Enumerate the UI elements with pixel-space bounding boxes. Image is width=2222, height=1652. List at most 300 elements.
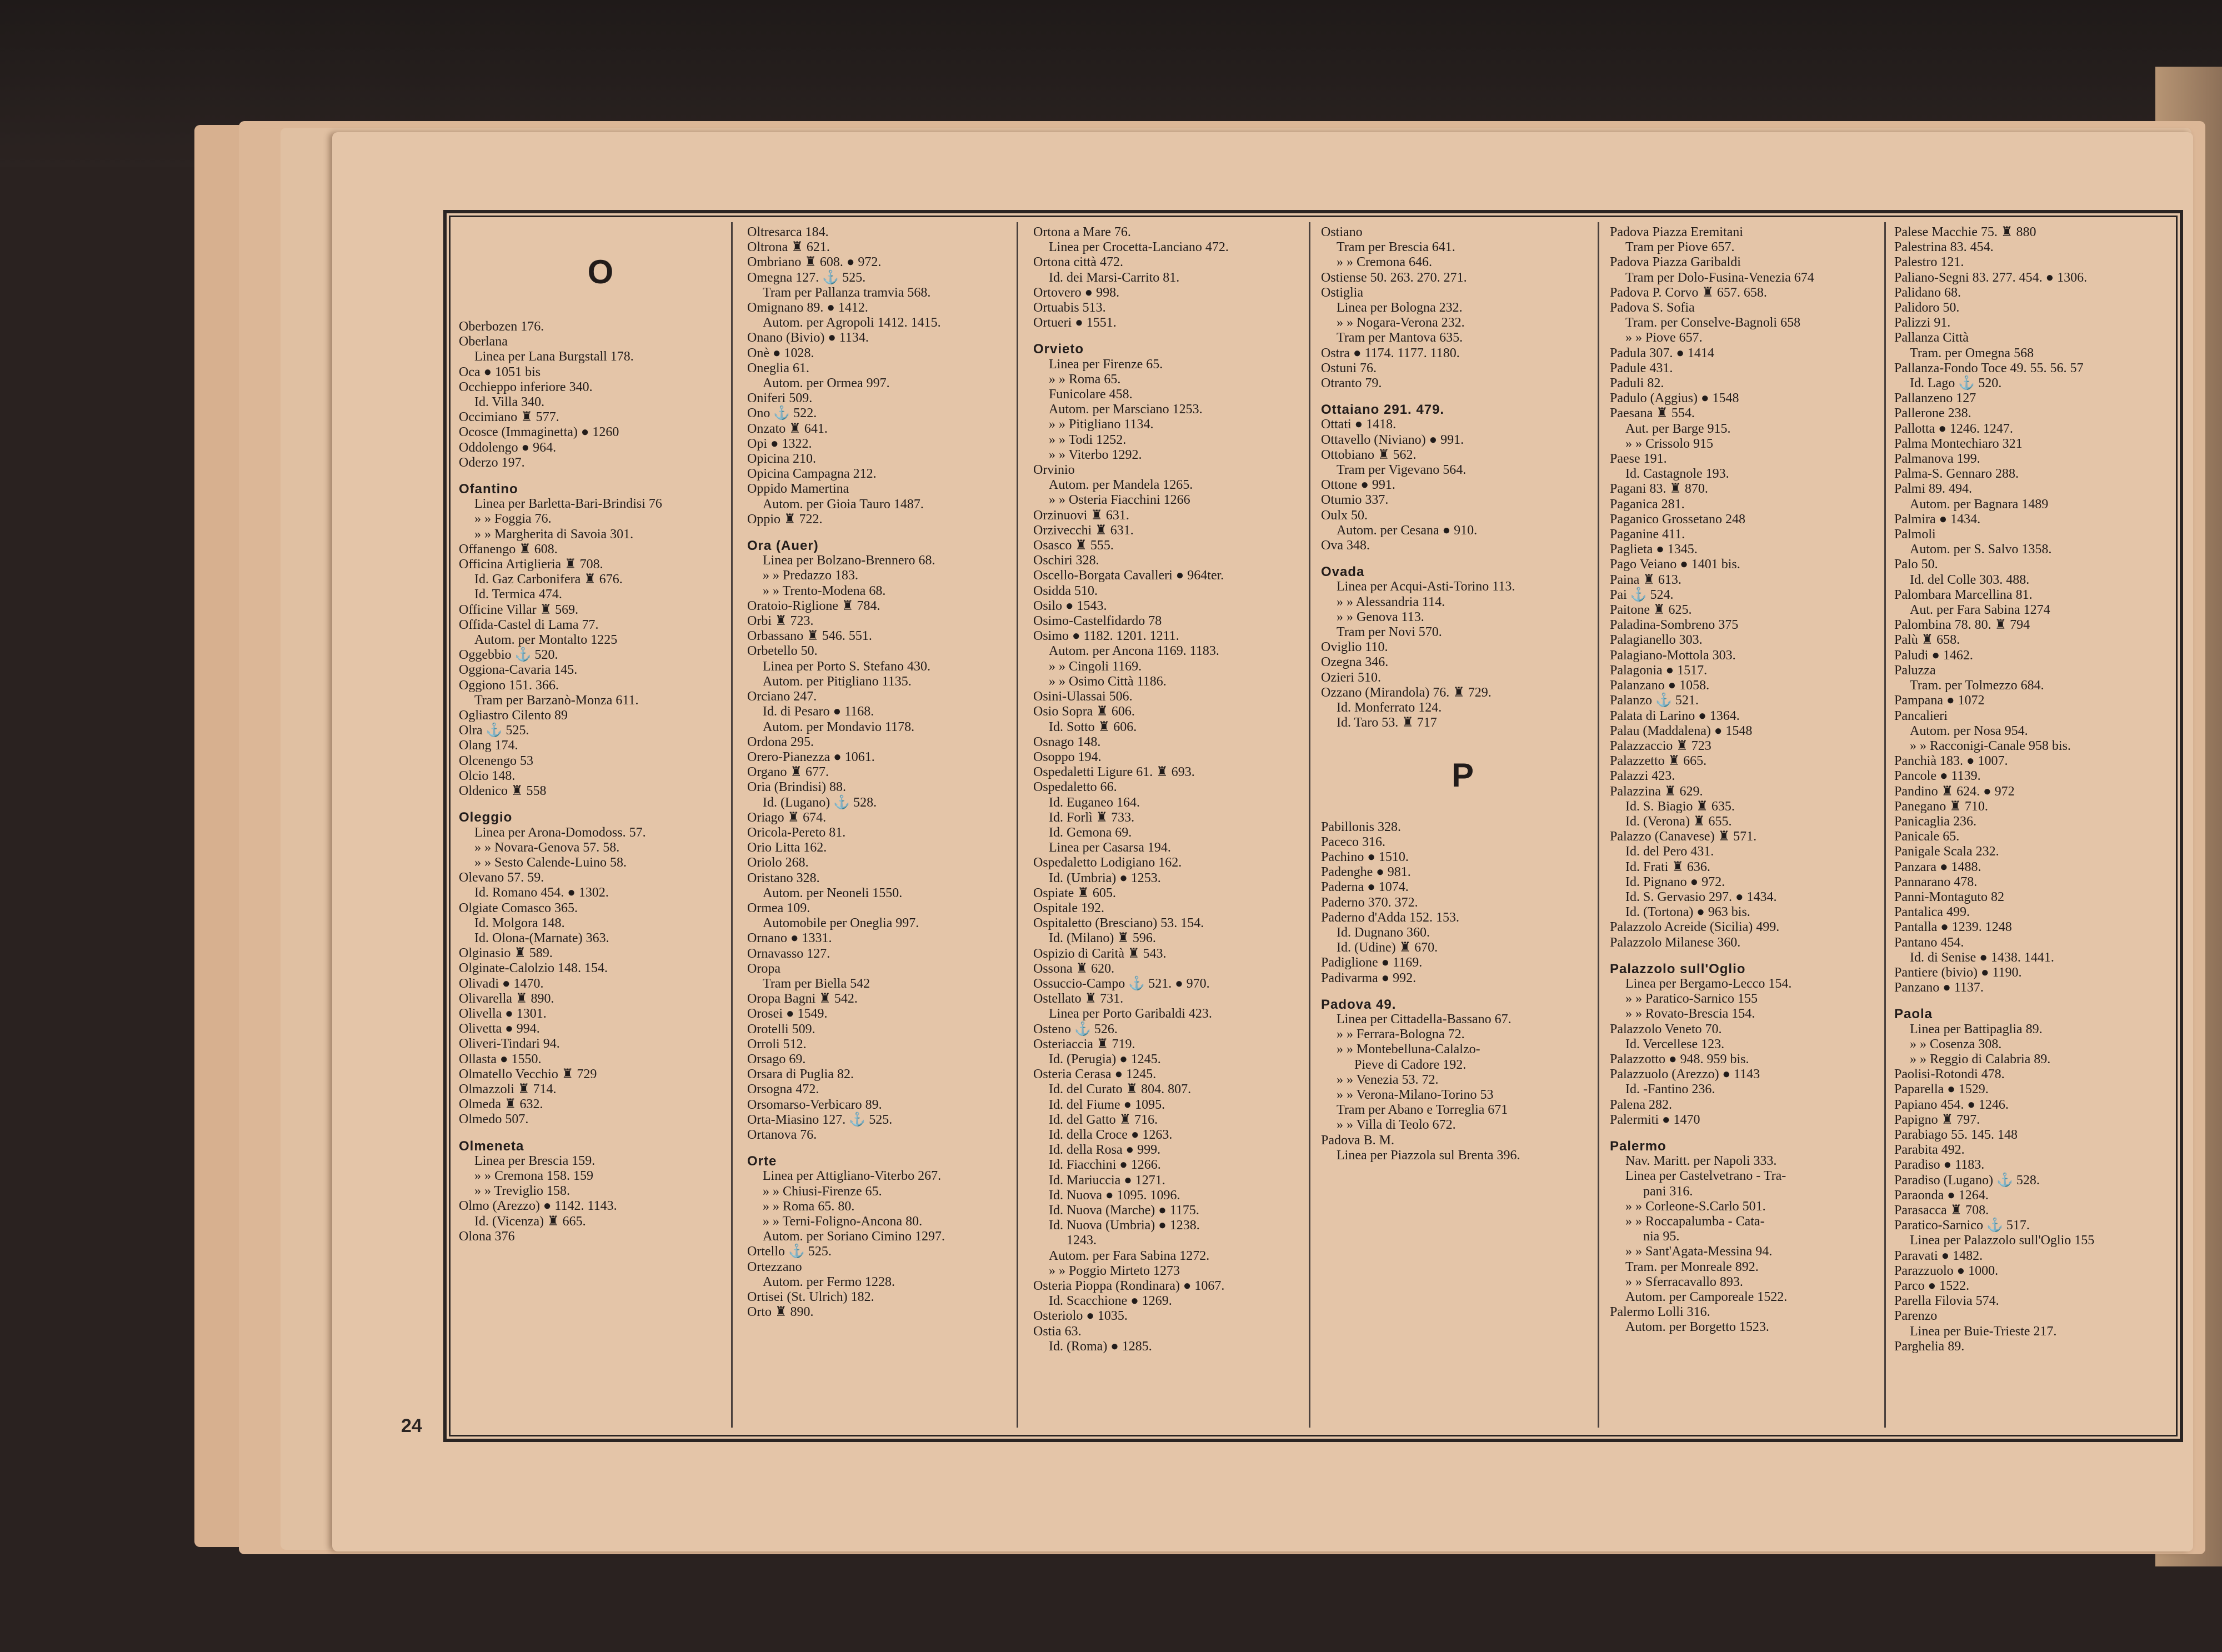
- index-entry: Orsomarso-Verbicaro 89.: [747, 1097, 882, 1112]
- index-entry: Palestro 121.: [1894, 255, 1964, 270]
- index-column-5: [1610, 225, 1893, 1428]
- index-entry: Paravati ● 1482.: [1894, 1248, 1983, 1263]
- index-subentry: Id. (Milano) ♜ 596.: [1049, 931, 1156, 946]
- index-entry: Pantalla ● 1239. 1248: [1894, 920, 2012, 935]
- index-subentry: Linea per Arona-Domodoss. 57.: [474, 825, 646, 840]
- index-entry: Parabita 492.: [1894, 1143, 1965, 1158]
- index-subentry: Id. del Fiume ● 1095.: [1049, 1097, 1165, 1112]
- index-subentry: » » Predazzo 183.: [763, 568, 858, 583]
- index-entry: Padule 431.: [1610, 361, 1673, 376]
- index-subentry: Autom. per Bagnara 1489: [1910, 497, 2049, 512]
- index-entry: Oulx 50.: [1321, 508, 1368, 523]
- index-entry: Paliano-Segni 83. 277. 454. ● 1306.: [1894, 270, 2088, 285]
- index-entry: Ozieri 510.: [1321, 670, 1381, 685]
- index-entry: Osini-Ulassai 506.: [1033, 689, 1133, 704]
- index-subentry: Linea per Cittadella-Bassano 67.: [1337, 1012, 1512, 1027]
- index-entry: Ozzano (Mirandola) 76. ♜ 729.: [1321, 685, 1492, 700]
- index-entry: Olginasio ♜ 589.: [459, 946, 553, 961]
- index-subentry: Id. Frati ♜ 636.: [1625, 859, 1710, 874]
- index-entry: Pantano 454.: [1894, 935, 1964, 950]
- index-entry: Osilo ● 1543.: [1033, 598, 1107, 613]
- index-subentry: Tram per Abano e Torreglia 671: [1337, 1103, 1508, 1118]
- index-entry: Oca ● 1051 bis: [459, 364, 541, 379]
- index-entry: Pallerone 238.: [1894, 406, 1971, 421]
- spacer: [1321, 986, 1604, 997]
- index-subentry: » » Terni-Foligno-Ancona 80.: [763, 1214, 923, 1229]
- index-entry: Palmira ● 1434.: [1894, 512, 1981, 527]
- index-entry: Ospedaletto Lodigiano 162.: [1033, 855, 1182, 870]
- index-subentry: » » Racconigi-Canale 958 bis.: [1910, 738, 2071, 753]
- index-subentry: Linea per Casarsa 194.: [1049, 840, 1171, 855]
- index-subentry: Id. (Lugano) ⚓ 528.: [763, 795, 877, 810]
- index-entry: Parenzo: [1894, 1309, 1938, 1324]
- index-subentry: Id. della Croce ● 1263.: [1049, 1127, 1173, 1142]
- index-subentry: Id. -Fantino 236.: [1625, 1082, 1715, 1097]
- index-subentry: Linea per Buie-Trieste 217.: [1910, 1324, 2057, 1339]
- index-subentry: » » Genova 113.: [1337, 609, 1424, 624]
- index-entry: Pallotta ● 1246. 1247.: [1894, 421, 2013, 436]
- index-subentry: » » Cremona 646.: [1337, 255, 1432, 270]
- index-subentry: Autom. per Cesana ● 910.: [1337, 523, 1478, 538]
- index-subentry: » » Margherita di Savoia 301.: [474, 527, 634, 542]
- index-subentry: Id. Scacchione ● 1269.: [1049, 1294, 1172, 1309]
- index-entry: Ospitaletto (Bresciano) 53. 154.: [1033, 916, 1204, 931]
- index-entry: Palma Montechiaro 321: [1894, 436, 2023, 451]
- index-subentry: » » Cingoli 1169.: [1049, 659, 1142, 674]
- index-entry: Panzara ● 1488.: [1894, 859, 1981, 874]
- index-subentry: Tram. per Tolmezzo 684.: [1910, 678, 2044, 693]
- index-entry: Olgiate Comasco 365.: [459, 900, 578, 915]
- index-subentry: Autom. per Ancona 1169. 1183.: [1049, 644, 1219, 659]
- index-subentry: » » Venezia 53. 72.: [1337, 1072, 1439, 1087]
- index-subentry: Linea per Palazzolo sull'Oglio 155: [1910, 1233, 2095, 1248]
- index-entry: Ospizio di Carità ♜ 543.: [1033, 946, 1167, 961]
- index-entry: Panzano ● 1137.: [1894, 980, 1984, 995]
- index-entry: Ottone ● 991.: [1321, 478, 1395, 493]
- index-heading: Paola: [1894, 1007, 1933, 1022]
- index-entry: Ostiglia: [1321, 285, 1363, 300]
- index-column-1: [459, 225, 742, 1428]
- index-subentry: Tram per Barzanò-Monza 611.: [474, 693, 639, 708]
- index-entry: Oderzo 197.: [459, 455, 525, 470]
- index-entry: Olevano 57. 59.: [459, 870, 544, 885]
- index-entry: Padivarma ● 992.: [1321, 970, 1417, 985]
- index-heading: Orvieto: [1033, 342, 1084, 357]
- index-entry: Pantiere (bivio) ● 1190.: [1894, 965, 2022, 980]
- index-entry: Paceco 316.: [1321, 834, 1385, 849]
- spacer: [459, 1128, 742, 1139]
- index-entry: Ova 348.: [1321, 538, 1370, 553]
- index-entry: Olivadi ● 1470.: [459, 976, 544, 991]
- index-subentry: Tram per Piove 657.: [1625, 240, 1735, 255]
- index-entry: Palata di Larino ● 1364.: [1610, 708, 1740, 723]
- index-entry: Parella Filovia 574.: [1894, 1294, 1999, 1309]
- index-entry: Offida-Castel di Lama 77.: [459, 617, 599, 632]
- index-subentry: Autom. per Pitigliano 1135.: [763, 674, 912, 689]
- index-subentry: Id. Pignano ● 972.: [1625, 874, 1725, 889]
- index-subentry: Id. del Gatto ♜ 716.: [1049, 1112, 1158, 1127]
- index-subentry: Autom. per Soriano Cimino 1297.: [763, 1229, 945, 1244]
- index-entry: Palazzolo Acreide (Sicilia) 499.: [1610, 920, 1780, 935]
- index-entry: Olmazzoli ♜ 714.: [459, 1082, 557, 1097]
- index-entry: Orosei ● 1549.: [747, 1007, 828, 1022]
- index-subentry: Id. del Pero 431.: [1625, 844, 1714, 859]
- index-subentry: » » Paratico-Sarnico 155: [1625, 992, 1758, 1007]
- index-subentry: Id. (Perugia) ● 1245.: [1049, 1052, 1161, 1067]
- page-number: 24: [401, 1415, 422, 1436]
- index-entry: Opicina 210.: [747, 452, 816, 467]
- index-entry: Ospiate ♜ 605.: [1033, 885, 1116, 900]
- index-subentry: Id. Nuova ● 1095. 1096.: [1049, 1188, 1180, 1203]
- index-heading: Ottaiano 291. 479.: [1321, 402, 1445, 418]
- index-entry: Pampana ● 1072: [1894, 693, 1985, 708]
- index-entry: Parazzuolo ● 1000.: [1894, 1263, 1999, 1278]
- index-subentry: » » Chiusi-Firenze 65.: [763, 1184, 882, 1199]
- index-entry: Palazzotto ● 948. 959 bis.: [1610, 1052, 1749, 1067]
- index-entry: Omignano 89. ● 1412.: [747, 301, 868, 316]
- index-entry: Ortueri ● 1551.: [1033, 316, 1117, 331]
- index-subentry: » » Reggio di Calabria 89.: [1910, 1052, 2051, 1067]
- index-subentry: Autom. per Camporeale 1522.: [1625, 1290, 1788, 1305]
- index-entry: Palanzo ⚓ 521.: [1610, 693, 1699, 708]
- index-entry: Palau (Maddalena) ● 1548: [1610, 723, 1753, 738]
- index-entry: Ospedaletti Ligure 61. ♜ 693.: [1033, 765, 1195, 780]
- index-subentry: Linea per Acqui-Asti-Torino 113.: [1337, 579, 1515, 594]
- spacer: [459, 470, 742, 482]
- index-entry: Paganica 281.: [1610, 497, 1685, 512]
- section-letter: O: [587, 253, 614, 291]
- index-entry: Orio Litta 162.: [747, 840, 827, 855]
- index-subentry: » » Corleone-S.Carlo 501.: [1625, 1199, 1766, 1214]
- index-entry: Palazzolo Milanese 360.: [1610, 935, 1741, 950]
- index-entry: Pagani 83. ♜ 870.: [1610, 482, 1708, 497]
- index-entry: Ombriano ♜ 608. ● 972.: [747, 255, 882, 270]
- index-entry: Palmoli: [1894, 527, 1936, 542]
- index-entry: Palizzi 91.: [1894, 316, 1951, 331]
- index-entry: Paolisi-Rotondi 478.: [1894, 1067, 2005, 1082]
- index-entry: Onano (Bivio) ● 1134.: [747, 331, 869, 346]
- index-subentry: Tram per Mantova 635.: [1337, 331, 1463, 346]
- index-entry: Papigno ♜ 797.: [1894, 1112, 1980, 1127]
- index-entry: Oratoio-Riglione ♜ 784.: [747, 598, 880, 613]
- index-entry: Paglieta ● 1345.: [1610, 542, 1698, 557]
- index-entry: Orbetello 50.: [747, 644, 818, 659]
- index-entry: Orsara di Puglia 82.: [747, 1067, 854, 1082]
- index-entry: Ottati ● 1418.: [1321, 417, 1397, 432]
- index-entry: Ortello ⚓ 525.: [747, 1244, 832, 1259]
- index-entry: Osteria Cerasa ● 1245.: [1033, 1067, 1157, 1082]
- index-entry: Occhieppo inferiore 340.: [459, 379, 593, 394]
- index-entry: Oropa Bagni ♜ 542.: [747, 992, 858, 1007]
- section-letter: P: [1451, 756, 1474, 794]
- index-entry: Opi ● 1322.: [747, 436, 812, 451]
- index-entry: Organo ♜ 677.: [747, 765, 829, 780]
- index-entry: Otumio 337.: [1321, 493, 1389, 508]
- index-heading: Orte: [747, 1154, 777, 1169]
- index-entry: Oria (Brindisi) 88.: [747, 780, 846, 795]
- index-entry: Palo 50.: [1894, 557, 1938, 572]
- spacer: [1610, 950, 1893, 962]
- index-subentry: » » Cosenza 308.: [1910, 1037, 2002, 1052]
- index-entry: Palanzano ● 1058.: [1610, 678, 1710, 693]
- index-subentry: pani 316.: [1643, 1184, 1693, 1199]
- index-entry: Padova B. M.: [1321, 1133, 1394, 1148]
- index-entry: Offanengo ♜ 608.: [459, 542, 558, 557]
- spacer: [1033, 331, 1317, 342]
- index-subentry: » » Osteria Fiacchini 1266: [1049, 493, 1190, 508]
- index-entry: Paladina-Sombreno 375: [1610, 618, 1739, 633]
- index-subentry: Linea per Bergamo-Lecco 154.: [1625, 976, 1792, 991]
- index-heading: Ora (Auer): [747, 538, 819, 554]
- index-subentry: Tram per Vigevano 564.: [1337, 463, 1467, 478]
- spacer: [1610, 1128, 1893, 1139]
- index-entry: Palazzina ♜ 629.: [1610, 784, 1703, 799]
- index-subentry: Tram per Brescia 641.: [1337, 240, 1455, 255]
- index-subentry: Id. (Roma) ● 1285.: [1049, 1339, 1152, 1354]
- index-entry: Oppio ♜ 722.: [747, 512, 823, 527]
- index-entry: Osimo ● 1182. 1201. 1211.: [1033, 629, 1179, 644]
- index-entry: Oliveri-Tindari 94.: [459, 1037, 560, 1052]
- index-subentry: Id. della Rosa ● 999.: [1049, 1143, 1161, 1158]
- index-subentry: Linea per Porto S. Stefano 430.: [763, 659, 930, 674]
- index-entry: Ostellato ♜ 731.: [1033, 992, 1124, 1007]
- index-subentry: » » Pitigliano 1134.: [1049, 417, 1154, 432]
- index-subentry: Linea per Lana Burgstall 178.: [474, 349, 634, 364]
- index-entry: Paitone ♜ 625.: [1610, 603, 1692, 618]
- index-subentry: Autom. per Agropoli 1412. 1415.: [763, 316, 941, 331]
- index-entry: Ospitale 192.: [1033, 900, 1104, 915]
- index-entry: Officine Villar ♜ 569.: [459, 602, 579, 617]
- index-entry: Oltrona ♜ 621.: [747, 240, 830, 255]
- index-entry: Palma-S. Gennaro 288.: [1894, 467, 2019, 482]
- index-entry: Palmi 89. 494.: [1894, 482, 1973, 497]
- index-subentry: Nav. Maritt. per Napoli 333.: [1625, 1154, 1777, 1169]
- index-entry: Padova P. Corvo ♜ 657. 658.: [1610, 285, 1767, 300]
- index-entry: Palazzaccio ♜ 723: [1610, 738, 1711, 753]
- index-subentry: Aut. per Barge 915.: [1625, 421, 1731, 436]
- index-subentry: Id. Monferrato 124.: [1337, 700, 1442, 715]
- index-subentry: Id. Romano 454. ● 1302.: [474, 885, 609, 900]
- index-subentry: » » Sant'Agata-Messina 94.: [1625, 1244, 1773, 1259]
- index-entry: Paganico Grossetano 248: [1610, 512, 1745, 527]
- index-subentry: Id. S. Gervasio 297. ● 1434.: [1625, 889, 1777, 904]
- index-subentry: Linea per Castelvetrano - Tra-: [1625, 1169, 1786, 1184]
- index-entry: Orbi ♜ 723.: [747, 614, 814, 629]
- index-entry: Palazzolo Veneto 70.: [1610, 1022, 1722, 1037]
- index-subentry: » » Foggia 76.: [474, 512, 552, 527]
- index-subentry: » » Rovato-Brescia 154.: [1625, 1007, 1755, 1022]
- index-entry: Osteno ⚓ 526.: [1033, 1022, 1118, 1037]
- index-heading: Palazzolo sull'Oglio: [1610, 961, 1746, 977]
- index-entry: Ordona 295.: [747, 734, 814, 749]
- index-column-3: [1033, 225, 1317, 1428]
- index-entry: Palmanova 199.: [1894, 452, 1980, 467]
- index-entry: Omegna 127. ⚓ 525.: [747, 270, 866, 285]
- index-entry: Pachino ● 1510.: [1321, 849, 1409, 864]
- index-subentry: Tram per Dolo-Fusina-Venezia 674: [1625, 270, 1814, 285]
- index-subentry: Id. Lago ⚓ 520.: [1910, 376, 2002, 391]
- spacer: [459, 799, 742, 810]
- index-subentry: Aut. per Fara Sabina 1274: [1910, 603, 2050, 618]
- spacer: [747, 527, 1030, 538]
- index-subentry: » » Roma 65.: [1049, 372, 1121, 387]
- index-subentry: Autom. per Fermo 1228.: [763, 1274, 895, 1289]
- index-entry: Paradiso (Lugano) ⚓ 528.: [1894, 1173, 2040, 1188]
- index-subentry: » » Treviglio 158.: [474, 1184, 570, 1199]
- index-entry: Paderno d'Adda 152. 153.: [1321, 910, 1459, 925]
- index-subentry: Id. Molgora 148.: [474, 915, 565, 930]
- index-subentry: Id. Euganeo 164.: [1049, 795, 1140, 810]
- index-entry: Pandino ♜ 624. ● 972: [1894, 784, 2015, 799]
- index-entry: Ocosce (Immaginetta) ● 1260: [459, 425, 619, 440]
- spacer: [1321, 391, 1604, 402]
- index-entry: Palermiti ● 1470: [1610, 1112, 1700, 1127]
- index-entry: Orroli 512.: [747, 1037, 807, 1052]
- index-subentry: Id. (Verona) ♜ 655.: [1625, 814, 1732, 829]
- index-entry: Pannarano 478.: [1894, 874, 1978, 889]
- index-subentry: » » Osimo Città 1186.: [1049, 674, 1167, 689]
- index-subentry: Linea per Bolzano-Brennero 68.: [763, 553, 935, 568]
- index-entry: Ostuni 76.: [1321, 361, 1377, 376]
- index-subentry: Automobile per Oneglia 997.: [763, 916, 919, 931]
- index-entry: Olivella ● 1301.: [459, 1006, 547, 1021]
- index-subentry: Linea per Attigliano-Viterbo 267.: [763, 1169, 942, 1184]
- index-entry: Oberbozen 176.: [459, 319, 544, 334]
- index-entry: Panegano ♜ 710.: [1894, 799, 1988, 814]
- index-entry: Pallanzeno 127: [1894, 391, 1976, 406]
- index-subentry: Autom. per Mondavio 1178.: [763, 719, 915, 734]
- index-entry: Ozegna 346.: [1321, 655, 1389, 670]
- index-entry: Paganine 411.: [1610, 527, 1685, 542]
- index-entry: Olivetta ● 994.: [459, 1022, 540, 1037]
- index-subentry: Id. (Tortona) ● 963 bis.: [1625, 905, 1750, 920]
- index-entry: Pago Veiano ● 1401 bis.: [1610, 557, 1740, 572]
- index-entry: Oneglia 61.: [747, 361, 809, 376]
- index-subentry: Id. Villa 340.: [474, 395, 545, 410]
- index-entry: Olang 174.: [459, 738, 518, 753]
- index-entry: Ostiense 50. 263. 270. 271.: [1321, 270, 1467, 285]
- index-entry: Padova Piazza Eremitani: [1610, 225, 1743, 239]
- index-entry: Olona 376: [459, 1229, 515, 1244]
- index-entry: Ostiano: [1321, 225, 1363, 239]
- index-subentry: Autom. per Fara Sabina 1272.: [1049, 1248, 1210, 1263]
- index-subentry: » » Villa di Teolo 672.: [1337, 1118, 1456, 1133]
- index-entry: Oggebbio ⚓ 520.: [459, 648, 558, 663]
- index-entry: Pancole ● 1139.: [1894, 769, 1981, 784]
- index-entry: Orotelli 509.: [747, 1022, 815, 1037]
- index-entry: Osnago 148.: [1033, 734, 1101, 749]
- index-entry: Palù ♜ 658.: [1894, 633, 1960, 648]
- index-subentry: Id. Taro 53. ♜ 717: [1337, 715, 1437, 730]
- index-entry: Orzivecchi ♜ 631.: [1033, 523, 1134, 538]
- index-entry: Officina Artiglieria ♜ 708.: [459, 557, 603, 572]
- index-entry: Ossona ♜ 620.: [1033, 961, 1115, 976]
- index-entry: Panicaglia 236.: [1894, 814, 1976, 829]
- index-entry: Ossuccio-Campo ⚓ 521. ● 970.: [1033, 976, 1210, 991]
- index-entry: Osio Sopra ♜ 606.: [1033, 704, 1135, 719]
- index-subentry: 1243.: [1067, 1233, 1097, 1248]
- index-subentry: Autom. per Montalto 1225: [474, 633, 618, 648]
- index-entry: Olivarella ♜ 890.: [459, 991, 554, 1006]
- spacer: [747, 1143, 1030, 1154]
- index-entry: Olginate-Calolzio 148. 154.: [459, 961, 608, 976]
- index-entry: Ortona a Mare 76.: [1033, 225, 1131, 239]
- index-entry: Oriago ♜ 674.: [747, 810, 827, 825]
- index-subentry: Tram. per Omegna 568: [1910, 346, 2034, 361]
- index-entry: Panigale Scala 232.: [1894, 844, 1999, 859]
- index-subentry: Linea per Crocetta-Lanciano 472.: [1049, 240, 1229, 255]
- index-entry: Paraonda ● 1264.: [1894, 1188, 1989, 1203]
- index-entry: Orto ♜ 890.: [747, 1305, 814, 1320]
- index-subentry: Autom. per S. Salvo 1358.: [1910, 542, 2052, 557]
- index-entry: Otranto 79.: [1321, 376, 1382, 391]
- index-subentry: Pieve di Cadore 192.: [1354, 1057, 1467, 1072]
- index-entry: Palidano 68.: [1894, 285, 1961, 300]
- index-entry: Palombara Marcellina 81.: [1894, 587, 2033, 602]
- index-entry: Ostra ● 1174. 1177. 1180.: [1321, 346, 1460, 361]
- index-subentry: Tram per Pallanza tramvia 568.: [763, 285, 931, 300]
- index-subentry: » » Roma 65. 80.: [763, 1199, 855, 1214]
- index-entry: Oricola-Pereto 81.: [747, 825, 846, 840]
- index-subentry: Tram. per Monreale 892.: [1625, 1259, 1759, 1274]
- index-entry: Olmedo 507.: [459, 1112, 529, 1127]
- index-subentry: » » Ferrara-Bologna 72.: [1337, 1027, 1465, 1042]
- index-entry: Panni-Montaguto 82: [1894, 889, 2004, 904]
- index-subentry: Id. Termica 474.: [474, 587, 562, 602]
- index-heading: Padova 49.: [1321, 997, 1397, 1012]
- index-entry: Palena 282.: [1610, 1097, 1672, 1112]
- index-entry: Palermo Lolli 316.: [1610, 1305, 1710, 1320]
- index-entry: Paludi ● 1462.: [1894, 648, 1973, 663]
- index-entry: Ogliastro Cilento 89: [459, 708, 568, 723]
- index-entry: Ormea 109.: [747, 900, 810, 915]
- index-entry: Parabiago 55. 145. 148: [1894, 1127, 2018, 1142]
- index-entry: Ortona città 472.: [1033, 255, 1123, 270]
- index-entry: Ostia 63.: [1033, 1324, 1082, 1339]
- index-subentry: Id. S. Biagio ♜ 635.: [1625, 799, 1735, 814]
- index-entry: Padiglione ● 1169.: [1321, 955, 1423, 970]
- index-entry: Paluzza: [1894, 663, 1936, 678]
- index-entry: Padenghe ● 981.: [1321, 865, 1411, 880]
- index-entry: Pancalieri: [1894, 708, 1948, 723]
- index-entry: Pallanza Città: [1894, 331, 1969, 346]
- index-entry: Panicale 65.: [1894, 829, 1960, 844]
- index-subentry: » » Sferracavallo 893.: [1625, 1274, 1743, 1289]
- index-subentry: Id. Forlì ♜ 733.: [1049, 810, 1135, 825]
- index-entry: Onè ● 1028.: [747, 346, 814, 361]
- index-entry: Orvinio: [1033, 463, 1075, 478]
- index-subentry: Id. Vercellese 123.: [1625, 1037, 1725, 1052]
- index-entry: Orero-Pianezza ● 1061.: [747, 749, 875, 764]
- index-entry: Orbassano ♜ 546. 551.: [747, 629, 872, 644]
- index-entry: Palazzuolo (Arezzo) ● 1143: [1610, 1067, 1760, 1082]
- index-subentry: Linea per Battipaglia 89.: [1910, 1022, 2043, 1037]
- index-subentry: Autom. per Gioia Tauro 1487.: [763, 497, 924, 512]
- index-entry: Palombina 78. 80. ♜ 794: [1894, 618, 2030, 633]
- index-entry: Pabillonis 328.: [1321, 819, 1402, 834]
- index-subentry: Id. Fiacchini ● 1266.: [1049, 1158, 1161, 1173]
- index-subentry: Linea per Piazzola sul Brenta 396.: [1337, 1148, 1520, 1163]
- index-subentry: » » Poggio Mirteto 1273: [1049, 1263, 1180, 1278]
- index-subentry: Autom. per Neoneli 1550.: [763, 885, 903, 900]
- index-entry: Oscello-Borgata Cavalleri ● 964ter.: [1033, 568, 1224, 583]
- index-entry: Padulo (Aggius) ● 1548: [1610, 391, 1739, 406]
- index-entry: Ospedaletto 66.: [1033, 780, 1117, 795]
- index-entry: Ortanova 76.: [747, 1127, 817, 1142]
- index-subentry: Autom. per Marsciano 1253.: [1049, 402, 1203, 417]
- index-subentry: Id. Nuova (Marche) ● 1175.: [1049, 1203, 1199, 1218]
- index-entry: Padova Piazza Garibaldi: [1610, 255, 1741, 270]
